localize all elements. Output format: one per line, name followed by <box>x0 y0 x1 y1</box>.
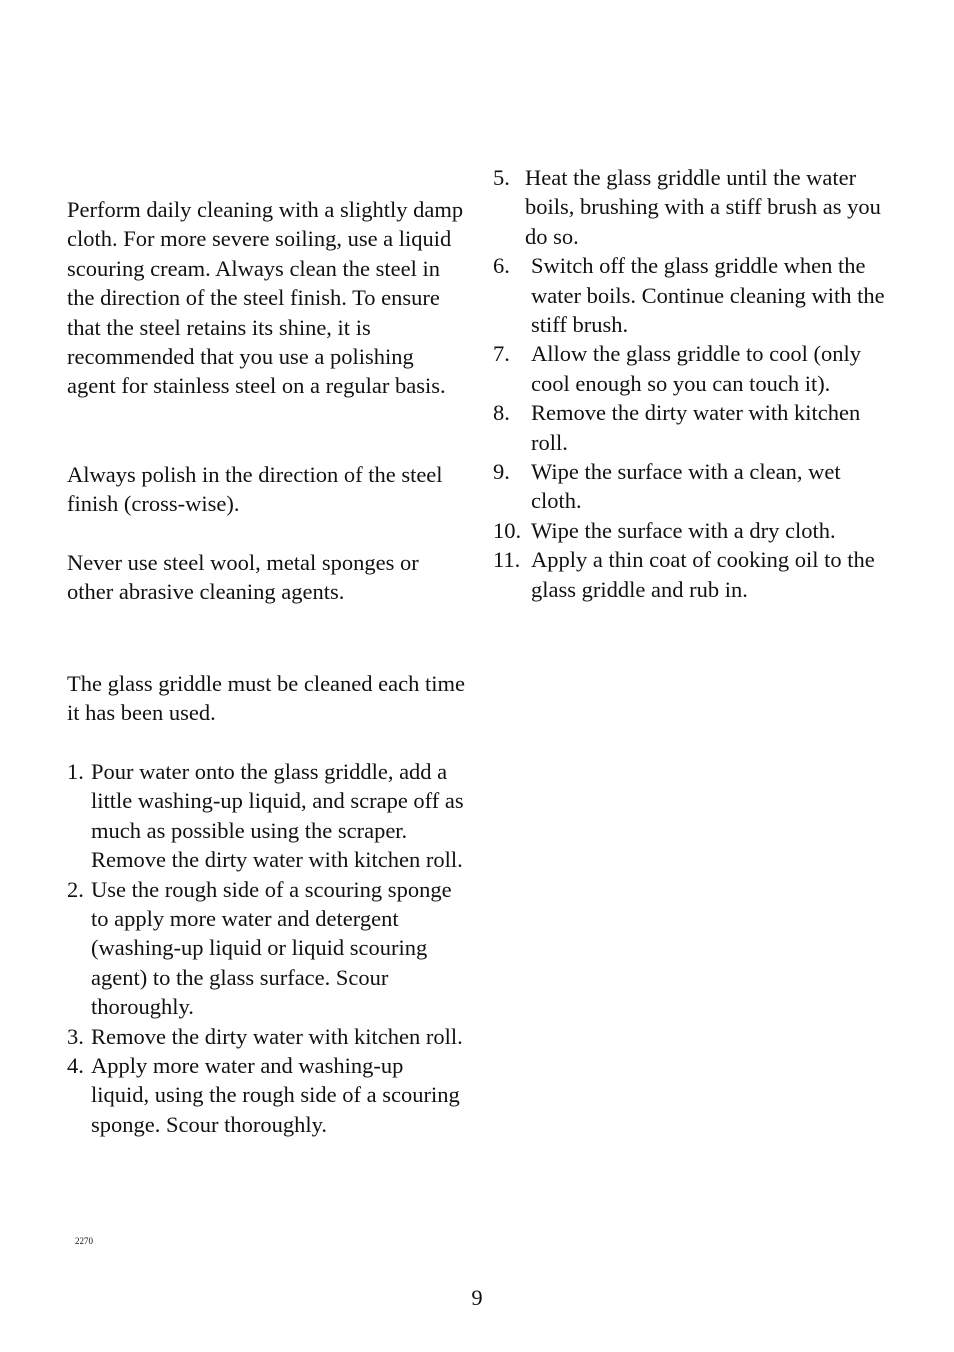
list-item <box>493 251 893 339</box>
step-text: Allow the glass griddle to cool (only cool enough so you can touch it). <box>531 341 861 396</box>
step-text: Wipe the surface with a dry cloth. <box>531 517 836 543</box>
step-text: Wipe the surface with a clean, wet cloth. <box>531 459 841 514</box>
step-number: 5. <box>493 165 510 190</box>
list-item <box>67 1022 467 1051</box>
step-number: 4. <box>67 1053 84 1079</box>
step-number: 11. <box>493 547 521 573</box>
step-number: 1. <box>67 759 84 784</box>
step-text: Remove the dirty water with kitchen roll. <box>531 400 861 455</box>
step-text: Use the rough side of a scouring sponge to apply more water and detergent (washing-up liquid or liquid scouring agent) to the glass surface. Scour thoroughly. <box>91 876 452 1020</box>
griddle-intro-paragraph: The glass griddle must be cleaned each time it has been used. <box>67 671 465 726</box>
step-text: Remove the dirty water with kitchen roll. <box>91 1023 463 1049</box>
list-item <box>493 163 893 251</box>
step-text: Pour water onto the glass griddle, add a little washing-up liquid, and scrape off as much as possible using the scraper. Remove the dirty water with kitchen roll. <box>91 759 464 873</box>
cleaning-steps-list-left <box>67 757 467 1139</box>
list-item <box>493 398 893 457</box>
step-number: 3. <box>67 1023 84 1049</box>
step-number: 7. <box>493 341 510 367</box>
list-item <box>67 1051 467 1139</box>
step-text: Apply more water and washing-up liquid, using the rough side of a scouring sponge. Scour thoroughly. <box>91 1053 460 1137</box>
step-number: 8. <box>493 400 510 426</box>
abrasive-warning-paragraph: Never use steel wool, metal sponges or other abrasive cleaning agents. <box>67 550 419 605</box>
step-text: Apply a thin coat of cooking oil to the glass griddle and rub in. <box>531 547 875 602</box>
list-item <box>67 875 467 1022</box>
step-text: Heat the glass griddle until the water boils, brushing with a stiff brush as you do so. <box>525 165 881 249</box>
document-code: 2270 <box>75 1236 93 1246</box>
polish-direction-paragraph: Always polish in the direction of the steel finish (cross-wise). <box>67 462 443 517</box>
steel-cleaning-paragraph: Perform daily cleaning with a slightly damp cloth. For more severe soiling, use a liquid scouring cream. Always clean the steel in the direction of the steel finish. To ensure that the steel retains its shine, it is recommended that you use a polishing agent for stainless steel on a regular basis. <box>67 197 464 399</box>
step-number: 10. <box>493 517 522 543</box>
list-item <box>493 516 893 545</box>
list-item <box>67 757 467 875</box>
page-number: 9 <box>471 1285 483 1310</box>
list-item <box>493 545 893 604</box>
list-item <box>493 457 893 516</box>
list-item <box>493 339 893 398</box>
step-number: 9. <box>493 459 510 485</box>
step-number: 2. <box>67 876 84 902</box>
cleaning-steps-list-right <box>493 163 893 604</box>
step-text: Switch off the glass griddle when the water boils. Continue cleaning with the stiff brush. <box>531 253 885 338</box>
step-number: 6. <box>493 253 510 279</box>
